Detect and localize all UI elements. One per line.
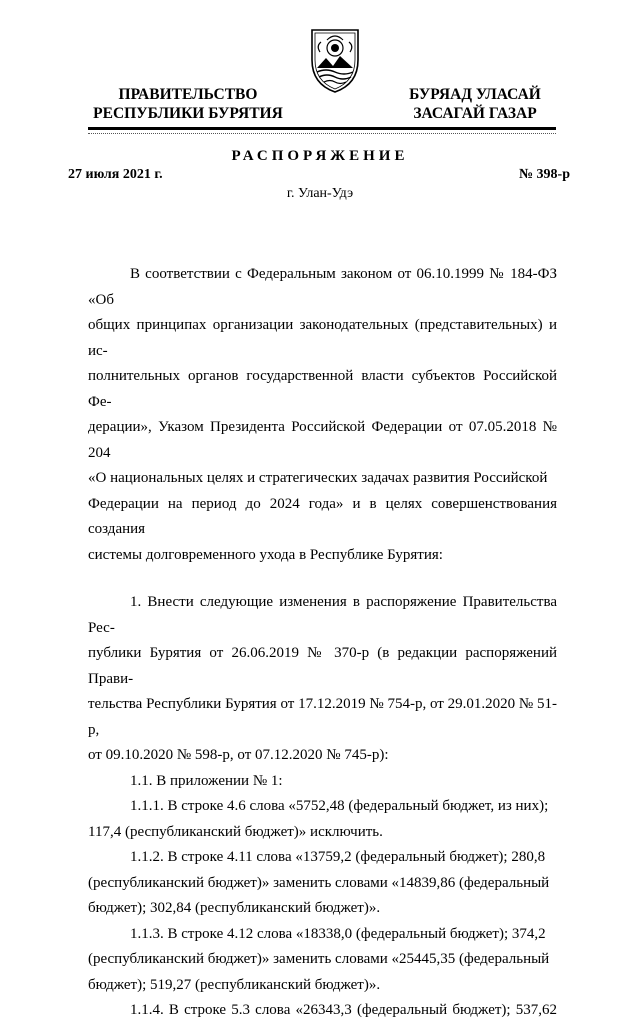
body-line: от 09.10.2020 № 598-р, от 07.12.2020 № 745-р):: [88, 747, 389, 763]
body-line: дерации», Указом Президента Российской Федерации от 07.05.2018 № 204: [88, 419, 557, 461]
body-line: 1.1.3. В строке 4.12 слова «18338,0 (федеральный бюджет); 374,2: [130, 925, 546, 942]
body-line: бюджет); 519,27 (республиканский бюджет)».: [88, 976, 381, 993]
document-number: № 398-р: [518, 167, 570, 182]
government-name-russian: [88, 85, 288, 123]
header-divider-dotted: [88, 133, 556, 134]
document-city: г. Улан-Удэ: [286, 186, 354, 201]
government-name-line: РЕСПУБЛИКИ БУРЯТИЯ: [93, 105, 283, 122]
body-line: полнительных органов государственной власти субъектов Российской Фе-: [88, 368, 557, 410]
body-paragraph: [88, 794, 557, 845]
body-line: публики Бурятия от 26.06.2019 № 370-р (в редакции распоряжений Прави-: [88, 645, 557, 687]
body-line: бюджет); 302,84 (республиканский бюджет)».: [88, 900, 381, 916]
government-name-line: ЗАСАГАЙ ГАЗАР: [413, 105, 537, 122]
body-line: (республиканский бюджет)» заменить словами «14839,86 (федеральный: [88, 874, 550, 891]
coat-of-arms-emblem: [306, 22, 364, 94]
body-line: 1.1.1. В строке 4.6 слова «5752,48 (федеральный бюджет, из них);: [130, 798, 549, 814]
body-line: 1.1. В приложении № 1:: [130, 772, 283, 789]
government-name-line: БУРЯАД УЛАСАЙ: [409, 86, 541, 103]
body-paragraph: [88, 845, 557, 922]
header-divider-thick: [88, 127, 556, 130]
body-paragraph: [88, 262, 557, 568]
body-line: (республиканский бюджет)» заменить словами «25445,35 (федеральный: [88, 951, 550, 967]
body-paragraph: [88, 922, 557, 999]
body-line: 117,4 (республиканский бюджет)» исключить.: [88, 823, 383, 840]
document-body: [88, 262, 557, 1024]
body-paragraph: [88, 998, 557, 1024]
body-line: тельства Республики Бурятия от 17.12.2019 № 754-р, от 29.01.2020 № 51-р,: [88, 696, 557, 738]
body-line: общих принципах организации законодательных (представительных) и ис-: [88, 317, 557, 359]
body-line: Федерации на период до 2024 года» и в целях совершенствования создания: [88, 495, 557, 537]
body-paragraph: [88, 590, 557, 769]
body-line: «О национальных целях и стратегических задачах развития Российской: [88, 470, 548, 486]
body-line: системы долговременного ухода в Республике Бурятия:: [88, 546, 443, 563]
body-line: 1.1.4. В строке 5.3 слова «26343,3 (федеральный бюджет); 537,62: [130, 1002, 557, 1018]
document-title: РАСПОРЯЖЕНИЕ: [231, 148, 409, 164]
document-date: 27 июля 2021 г.: [68, 167, 163, 182]
body-line: 1. Внести следующие изменения в распоряжение Правительства Рес-: [88, 594, 557, 636]
body-paragraph: [88, 769, 557, 795]
government-name-line: ПРАВИТЕЛЬСТВО: [118, 86, 258, 103]
body-line: В соответствии с Федеральным законом от 06.10.1999 № 184-ФЗ «Об: [88, 266, 557, 308]
government-name-buryat: [395, 85, 555, 123]
body-line: 1.1.2. В строке 4.11 слова «13759,2 (федеральный бюджет); 280,8: [130, 849, 546, 865]
